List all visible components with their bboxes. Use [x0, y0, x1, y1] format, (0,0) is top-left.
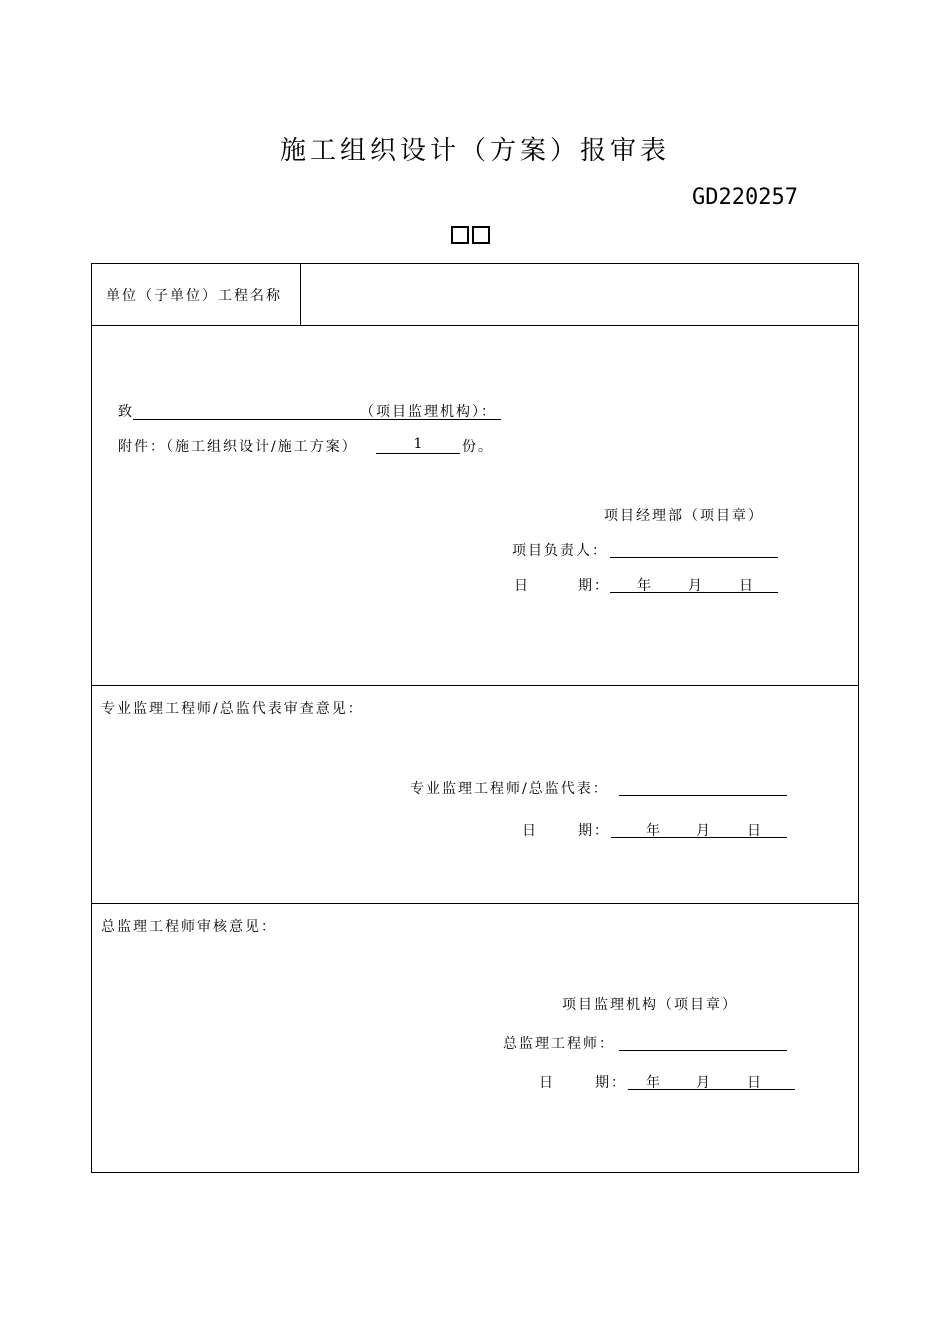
attachment-count[interactable]: 1: [376, 436, 460, 454]
project-name-label: 单位（子单位）工程名称: [106, 288, 282, 304]
reviewer-field[interactable]: [619, 778, 787, 796]
checkbox-square[interactable]: [472, 226, 490, 244]
attachment-label: 附件：（施工组织设计/施工方案）: [118, 439, 358, 455]
day-label: 日: [739, 578, 755, 594]
responsible-person-label: 项目负责人：: [512, 543, 608, 559]
addressee-suffix: （项目监理机构）：: [360, 404, 497, 420]
column-divider: [300, 263, 301, 325]
date-label-qi: 期：: [595, 1075, 627, 1091]
date-label-ri: 日: [522, 823, 538, 839]
checkbox-square[interactable]: [451, 226, 469, 244]
day-label: 日: [747, 1075, 763, 1091]
year-label: 年: [646, 1075, 662, 1091]
chief-engineer-label: 总监理工程师：: [503, 1036, 615, 1052]
row-divider: [91, 903, 859, 904]
date-label-qi: 期：: [578, 823, 610, 839]
approval-heading: 总监理工程师审核意见：: [101, 919, 277, 935]
addressee-prefix: 致: [118, 404, 134, 420]
document-title: 施工组织设计（方案）报审表: [279, 136, 670, 166]
month-label: 月: [696, 823, 712, 839]
day-label: 日: [747, 823, 763, 839]
review-heading: 专业监理工程师/总监代表审查意见：: [101, 701, 364, 717]
row-divider: [91, 325, 859, 326]
month-label: 月: [696, 1075, 712, 1091]
supervisor-seal-label: 项目监理机构（项目章）: [562, 997, 738, 1013]
date-label-ri: 日: [514, 578, 530, 594]
date-label-qi: 期：: [578, 578, 610, 594]
date-label-ri: 日: [539, 1075, 555, 1091]
row-divider: [91, 685, 859, 686]
month-label: 月: [688, 578, 704, 594]
year-label: 年: [637, 578, 653, 594]
checkbox-group: [451, 226, 493, 248]
document-code: GD220257: [692, 185, 798, 210]
reviewer-label: 专业监理工程师/总监代表：: [410, 781, 609, 797]
attachment-suffix: 份。: [462, 439, 494, 455]
responsible-person-field[interactable]: [610, 540, 778, 558]
project-name-field[interactable]: [310, 285, 850, 305]
chief-engineer-field[interactable]: [619, 1033, 787, 1051]
contractor-seal-label: 项目经理部（项目章）: [604, 508, 764, 524]
year-label: 年: [646, 823, 662, 839]
